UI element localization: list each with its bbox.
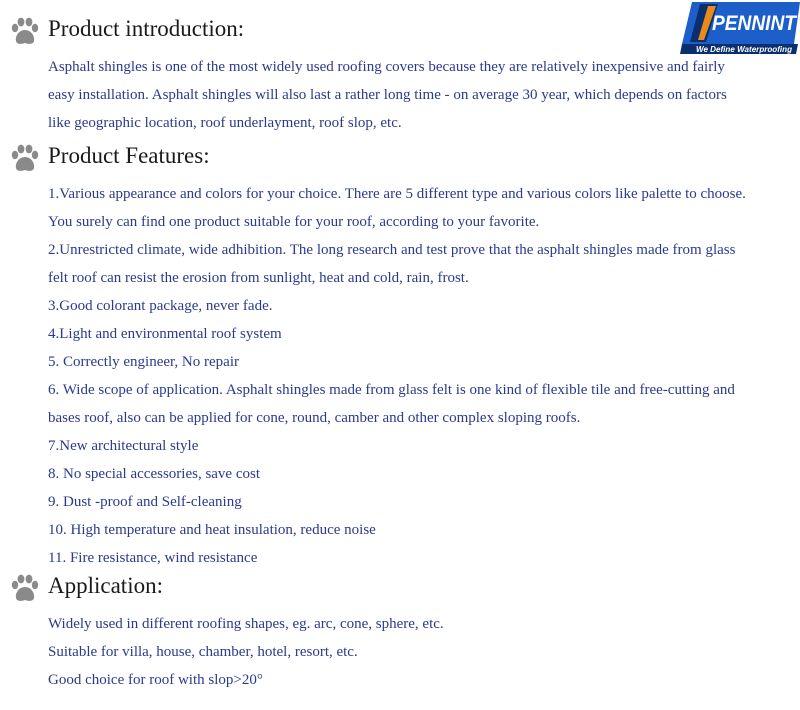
text-line: Suitable for villa, house, chamber, hotel, resort, etc.	[48, 644, 358, 660]
text-line: 5. Correctly engineer, No repair	[48, 354, 239, 370]
text-line: 8. No special accessories, save cost	[48, 466, 261, 482]
text-line: 2.Unrestricted climate, wide adhibition. The long research and test prove that the asphalt shingles made from glass	[48, 242, 736, 258]
text-line: 11. Fire resistance, wind resistance	[48, 550, 258, 566]
text-line: You surely can find one product suitable for your roof, according to your favorite.	[48, 214, 540, 230]
text-line: 1.Various appearance and colors for your choice. There are 5 different type and various colors like palette to choose.	[48, 186, 746, 202]
text-line: 7.New architectural style	[48, 438, 199, 454]
paw-print-icon	[8, 573, 42, 605]
logo-brand: PENNINT	[712, 12, 798, 35]
section-body	[48, 180, 796, 572]
section-body	[48, 610, 796, 694]
text-line: 10. High temperature and heat insulation, reduce noise	[48, 522, 376, 538]
text-line: 6. Wide scope of application. Asphalt shingles made from glass felt is one kind of flexible tile and free-cutting and	[48, 382, 735, 398]
text-line: felt roof can resist the erosion from sunlight, heat and cold, rain, frost.	[48, 270, 469, 286]
text-line: bases roof, also can be applied for cone, round, camber and other complex sloping roofs.	[48, 410, 581, 426]
text-line: 3.Good colorant package, never fade.	[48, 298, 273, 314]
section-product-introduction	[0, 14, 800, 131]
section-heading: Product introduction:	[48, 16, 245, 41]
text-line: like geographic location, roof underlayment, roof slop, etc.	[48, 115, 402, 131]
logo-tagline: We Define Waterproofing	[696, 45, 793, 54]
section-application	[0, 571, 800, 688]
paw-print-icon	[8, 143, 42, 175]
paw-print-icon	[8, 16, 42, 48]
text-line: Widely used in different roofing shapes, eg. arc, cone, sphere, etc.	[48, 616, 444, 632]
text-line: easy installation. Asphalt shingles will also last a rather long time - on average 30 year, which depends on factors	[48, 87, 727, 103]
section-heading: Product Features:	[48, 143, 210, 168]
text-line: Good choice for roof with slop>20°	[48, 672, 263, 688]
text-line: 9. Dust -proof and Self-cleaning	[48, 494, 242, 510]
text-line: 4.Light and environmental roof system	[48, 326, 282, 342]
section-body	[48, 53, 796, 137]
section-product-features	[0, 141, 800, 566]
text-line: Asphalt shingles is one of the most widely used roofing covers because they are relatively inexpensive and fairly	[48, 59, 725, 75]
section-heading: Application:	[48, 573, 163, 598]
